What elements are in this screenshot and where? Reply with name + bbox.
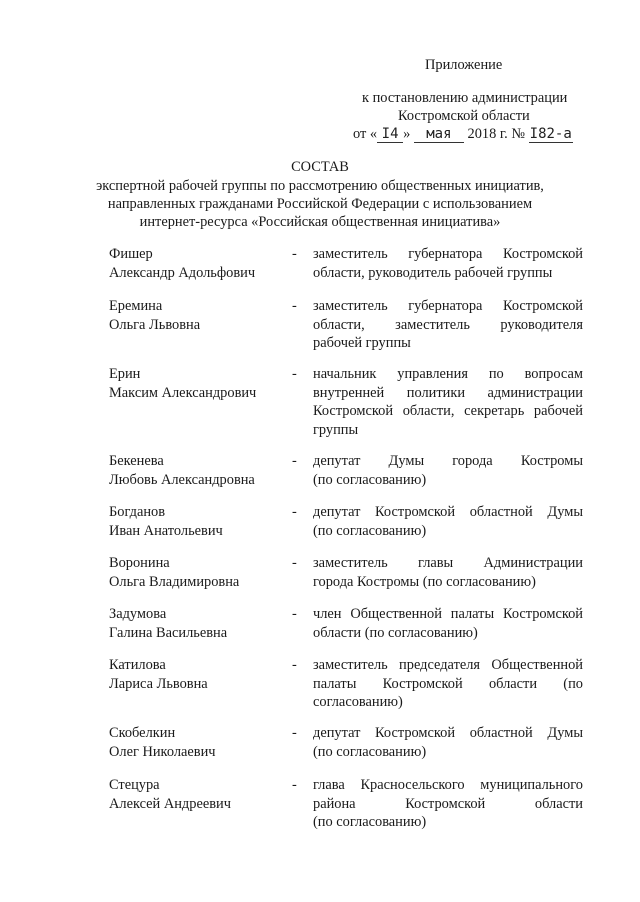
member-given-names: Алексей Андреевич xyxy=(109,795,231,812)
member-given-names: Александр Адольфович xyxy=(109,264,256,281)
member-surname: Задумова xyxy=(109,606,167,622)
member-surname: Богданов xyxy=(109,504,166,520)
member-dash: - xyxy=(292,555,297,571)
member-dash: - xyxy=(292,725,297,741)
member-name xyxy=(109,554,284,591)
member-name xyxy=(109,605,284,642)
member-role-line: группы xyxy=(313,421,359,438)
member-name xyxy=(109,452,284,489)
member-given-names: Лариса Львовна xyxy=(109,675,208,692)
appendix-title: Приложение xyxy=(425,57,503,73)
member-role-line: (по согласованию) xyxy=(313,743,427,760)
member-given-names: Ольга Владимировна xyxy=(109,573,240,590)
appendix-date-line xyxy=(353,125,573,144)
document-subtitle-line: интернет-ресурса «Российская общественная инициатива» xyxy=(139,214,501,230)
member-role-line: заместитель главы Администрации xyxy=(313,555,583,571)
document-title: СОСТАВ xyxy=(291,159,349,175)
date-month: мая xyxy=(426,126,452,142)
member-name xyxy=(109,503,284,540)
member-given-names: Галина Васильевна xyxy=(109,624,228,641)
decree-number: I82-а xyxy=(529,126,572,142)
member-role xyxy=(313,724,583,761)
member-dash: - xyxy=(292,777,297,793)
member-role xyxy=(313,605,583,642)
member-role-line: депутат Костромской областной Думы xyxy=(313,725,583,741)
member-surname: Бекенева xyxy=(109,453,164,469)
member-role-line: согласованию) xyxy=(313,694,403,711)
member-surname: Воронина xyxy=(109,555,170,571)
member-role-line: (по согласованию) xyxy=(313,471,427,488)
member-role xyxy=(313,452,583,489)
member-name xyxy=(109,724,284,761)
member-surname: Фишер xyxy=(109,246,153,262)
member-role-line: района Костромской области xyxy=(313,795,583,812)
member-role xyxy=(313,245,583,282)
appendix-line-2: Костромской области xyxy=(398,108,530,124)
member-dash: - xyxy=(292,606,297,622)
member-role-line: области (по согласованию) xyxy=(313,624,478,641)
document-subtitle-line: направленных гражданами Российской Федерации с использованием xyxy=(107,196,533,212)
member-name xyxy=(109,656,284,693)
member-surname: Стецура xyxy=(109,777,160,793)
member-dash: - xyxy=(292,657,297,673)
member-role-line: Костромской области, секретарь рабочей xyxy=(313,403,583,420)
member-given-names: Иван Анатольевич xyxy=(109,522,223,539)
date-prefix: от « xyxy=(353,126,378,142)
member-role xyxy=(313,297,583,353)
member-surname: Ерин xyxy=(109,366,141,382)
member-role-line: внутренней политики администрации xyxy=(313,384,583,401)
date-year: 2018 г. № xyxy=(467,126,526,142)
member-role xyxy=(313,365,583,439)
member-role xyxy=(313,503,583,540)
member-role-line: рабочей группы xyxy=(313,335,411,352)
member-role-line: палаты Костромской области (по xyxy=(313,675,583,692)
appendix-line-1: к постановлению администрации xyxy=(362,90,568,106)
member-name xyxy=(109,245,284,282)
member-dash: - xyxy=(292,453,297,469)
member-role-line: заместитель губернатора Костромской xyxy=(313,246,583,262)
member-role-line: начальник управления по вопросам xyxy=(313,366,583,382)
member-role-line: заместитель председателя Общественной xyxy=(313,657,583,673)
member-role-line: города Костромы (по согласованию) xyxy=(313,573,536,590)
member-name xyxy=(109,365,284,402)
member-role xyxy=(313,656,583,712)
member-given-names: Ольга Львовна xyxy=(109,316,201,333)
member-role-line: (по согласованию) xyxy=(313,814,427,831)
date-day: I4 xyxy=(381,126,399,142)
member-dash: - xyxy=(292,246,297,262)
date-mid: » xyxy=(403,126,411,142)
member-role-line: (по согласованию) xyxy=(313,522,427,539)
member-name xyxy=(109,776,284,813)
member-role-line: депутат Думы города Костромы xyxy=(313,453,583,469)
member-given-names: Максим Александрович xyxy=(109,384,257,401)
member-role-line: член Общественной палаты Костромской xyxy=(313,606,583,622)
member-role-line: области, руководитель рабочей группы xyxy=(313,264,553,281)
document-subtitle-line: экспертной рабочей группы по рассмотрению общественных инициатив, xyxy=(96,178,544,194)
member-role-line: депутат Костромской областной Думы xyxy=(313,504,583,520)
member-surname: Еремина xyxy=(109,298,163,314)
member-role-line: области, заместитель руководителя xyxy=(313,316,583,333)
member-role xyxy=(313,776,583,832)
member-surname: Скобелкин xyxy=(109,725,176,741)
member-name xyxy=(109,297,284,334)
member-dash: - xyxy=(292,298,297,314)
member-dash: - xyxy=(292,504,297,520)
member-role-line: глава Красносельского муниципального xyxy=(313,777,583,793)
member-role-line: заместитель губернатора Костромской xyxy=(313,298,583,314)
member-given-names: Олег Николаевич xyxy=(109,743,216,760)
member-role xyxy=(313,554,583,591)
member-given-names: Любовь Александровна xyxy=(109,471,255,488)
member-dash: - xyxy=(292,366,297,382)
member-surname: Катилова xyxy=(109,657,166,673)
